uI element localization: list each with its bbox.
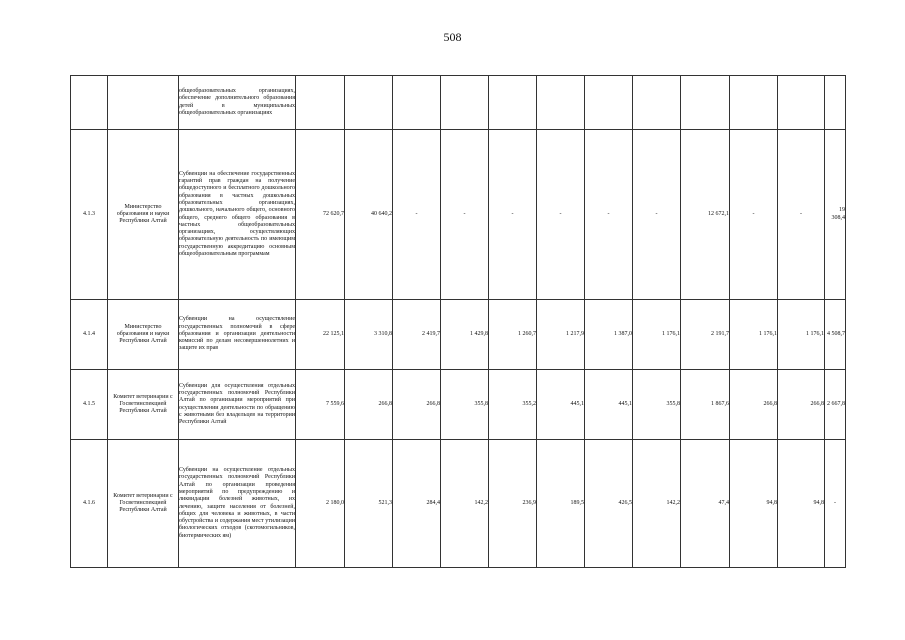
amount-cell: 1 387,0 [585,300,633,370]
row-number-cell: 4.1.6 [71,440,108,568]
amount-cell: 355,2 [489,370,537,440]
amount-cell: 445,1 [585,370,633,440]
amount-cell: - [778,130,825,300]
amount-cell: 266,8 [393,370,441,440]
row-number-cell: 4.1.4 [71,300,108,370]
amount-cell [441,76,489,130]
row-number-cell: 4.1.3 [71,130,108,300]
amount-cell: 7 559,6 [296,370,345,440]
amount-cell: 355,8 [441,370,489,440]
row-number-cell [71,76,108,130]
description-cell: Субвенции на осуществление отдельных государственных полномочий Республики Алтай по организации проведения мероприятий по предупреждению и ликвидации болезней животных, их лечению, защите населения от болезней, общих для человека и животных, в части обустройства и содержания мест утилизации биологических отходов (скотомогильников, биотермических ям) [179,440,296,568]
amount-cell: 1 176,1 [778,300,825,370]
amount-cell: 47,4 [681,440,730,568]
organization-cell: Министерство образования и науки Республики Алтай [108,130,179,300]
description-cell: общеобразовательных организациях, обеспечение дополнительного образования детей в муниципальных общеобразовательных организациях [179,76,296,130]
amount-cell: - [825,440,846,568]
amount-cell: 1 429,8 [441,300,489,370]
amount-cell: 2 419,7 [393,300,441,370]
amount-cell: - [537,130,585,300]
amount-cell [825,76,846,130]
table-row [71,130,846,300]
amount-cell [730,76,778,130]
description-cell: Субвенции на обеспечение государственных гарантий прав граждан на получение общедоступного и бесплатного дошкольного образования в частных дошкольных образовательных организациях, дошкольного, начального общего, основного общего, среднего общего образования в частных общеобразовательных организациях, осуществляющих образовательную деятельность по имеющим государственную аккредитацию основным общеобразовательным программам [179,130,296,300]
table-row [71,300,846,370]
amount-cell [633,76,681,130]
amount-cell: - [489,130,537,300]
amount-cell: 19 308,4 [825,130,846,300]
amount-cell [489,76,537,130]
amount-cell: 189,5 [537,440,585,568]
amount-cell: 521,3 [345,440,393,568]
organization-cell [108,76,179,130]
amount-cell: 1 260,7 [489,300,537,370]
amount-cell: 40 640,2 [345,130,393,300]
amount-cell: - [585,130,633,300]
table-row [71,440,846,568]
organization-cell: Комитет ветеринарии с Госветинспекцией Республики Алтай [108,370,179,440]
amount-cell: 266,8 [778,370,825,440]
amount-cell: 4 508,7 [825,300,846,370]
amount-cell: - [441,130,489,300]
amount-cell: 94,8 [730,440,778,568]
amount-cell: 142,2 [633,440,681,568]
amount-cell: 445,1 [537,370,585,440]
budget-table [70,75,846,568]
table-row [71,370,846,440]
amount-cell: 1 217,9 [537,300,585,370]
amount-cell: 266,8 [345,370,393,440]
amount-cell [296,76,345,130]
amount-cell [537,76,585,130]
table-row [71,76,846,130]
amount-cell: 22 125,1 [296,300,345,370]
amount-cell: 94,8 [778,440,825,568]
description-cell: Субвенции для осуществления отдельных государственных полномочий Республики Алтай по организации мероприятий при осуществлении деятельности по обращению с животными без владельцев на территории Республики Алтай [179,370,296,440]
amount-cell [778,76,825,130]
amount-cell: 355,8 [633,370,681,440]
amount-cell: 2 667,8 [825,370,846,440]
amount-cell [393,76,441,130]
amount-cell [345,76,393,130]
amount-cell: 426,5 [585,440,633,568]
amount-cell: 2 180,0 [296,440,345,568]
description-cell: Субвенции на осуществление государственных полномочий в сфере образования и организации деятельности комиссий по делам несовершеннолетних и защите их прав [179,300,296,370]
amount-cell: 142,2 [441,440,489,568]
amount-cell: 1 176,1 [730,300,778,370]
organization-cell: Министерство образования и науки Республики Алтай [108,300,179,370]
amount-cell: 284,4 [393,440,441,568]
amount-cell: - [730,130,778,300]
amount-cell: 72 620,7 [296,130,345,300]
amount-cell: 2 191,7 [681,300,730,370]
amount-cell [585,76,633,130]
amount-cell: - [393,130,441,300]
amount-cell: 236,9 [489,440,537,568]
amount-cell: 1 176,1 [633,300,681,370]
amount-cell: 3 310,8 [345,300,393,370]
amount-cell: 1 867,6 [681,370,730,440]
amount-cell [681,76,730,130]
organization-cell: Комитет ветеринарии с Госветинспекцией Республики Алтай [108,440,179,568]
amount-cell: 12 672,1 [681,130,730,300]
amount-cell: - [633,130,681,300]
row-number-cell: 4.1.5 [71,370,108,440]
page-number: 508 [443,30,462,44]
amount-cell: 266,8 [730,370,778,440]
